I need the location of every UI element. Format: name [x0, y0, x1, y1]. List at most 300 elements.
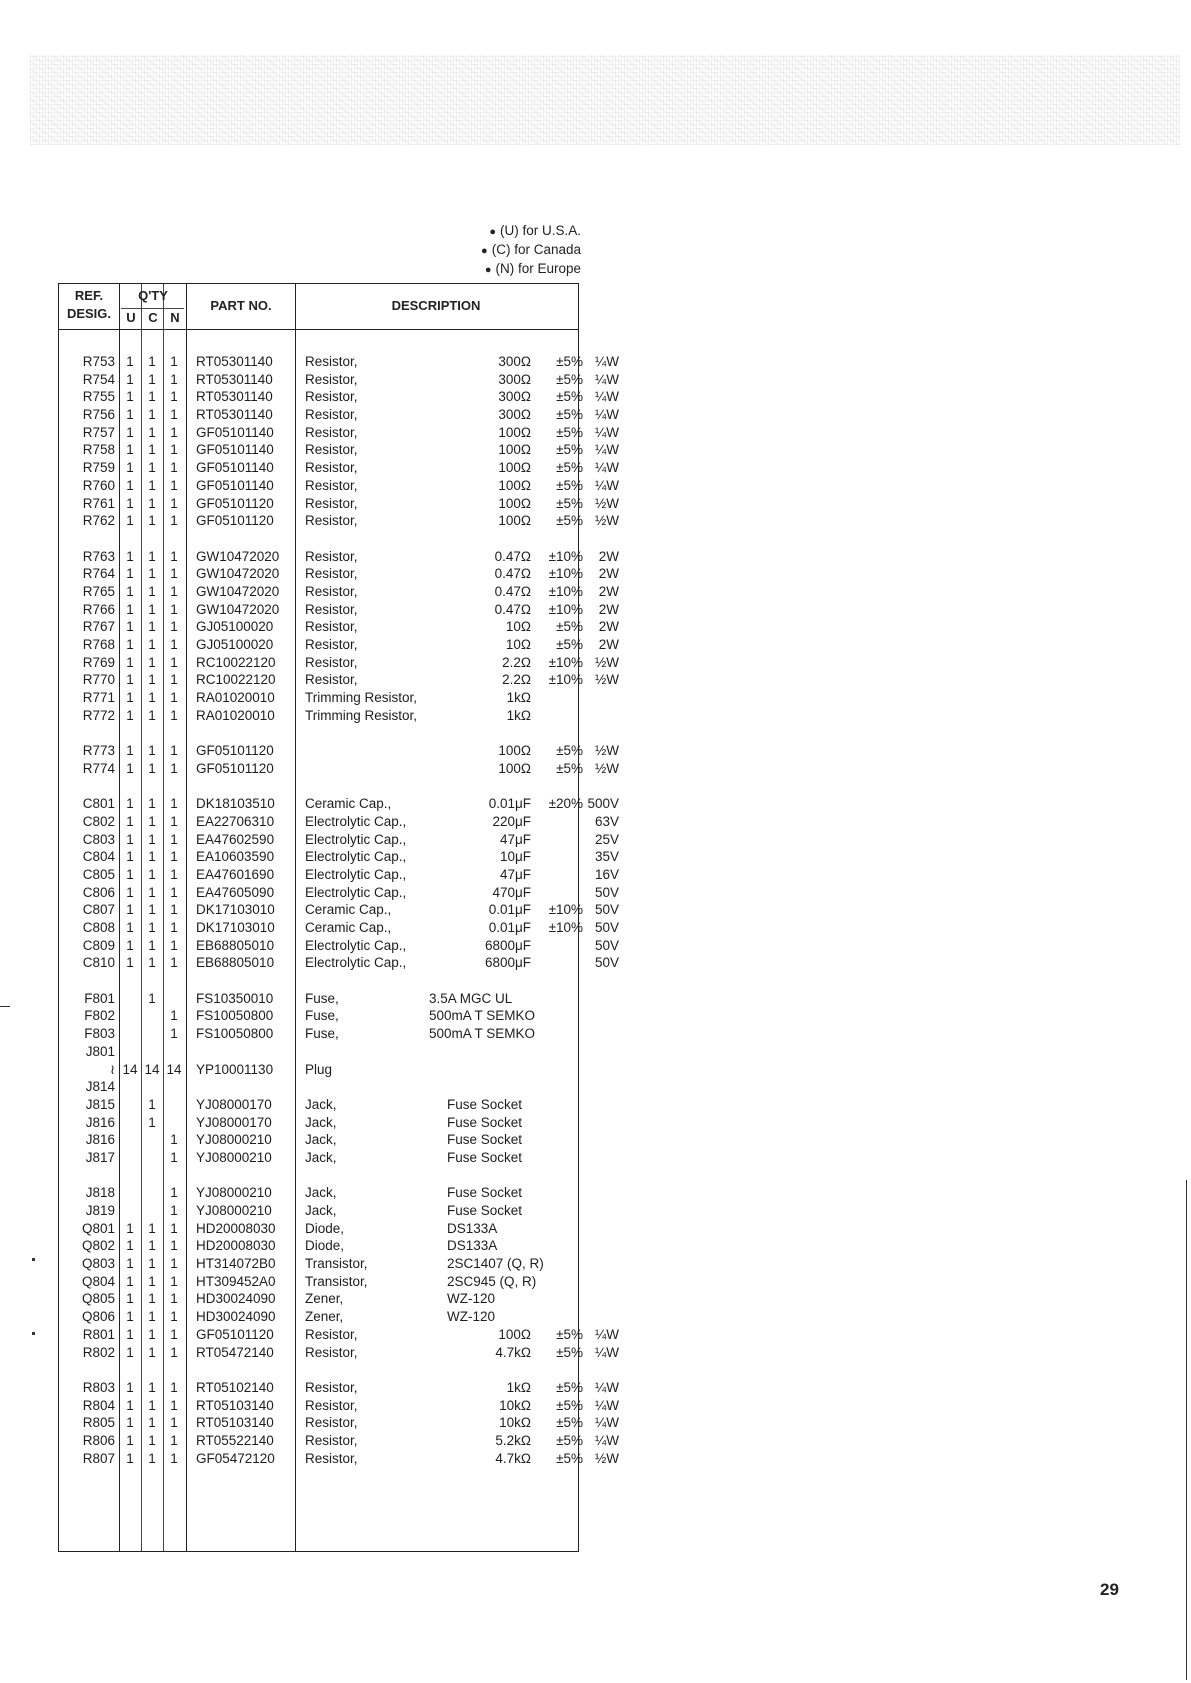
ref-designator: R805 [82, 1415, 115, 1431]
table-row [59, 1415, 619, 1433]
description-name: Electrolytic Cap., [305, 866, 407, 882]
qty-u: 1 [126, 1326, 134, 1342]
qty-c: 1 [148, 1397, 156, 1413]
description-tolerance: ±10% [548, 902, 583, 918]
qty-n: 1 [170, 566, 178, 582]
qty-c: 1 [148, 371, 156, 387]
qty-u: 1 [126, 513, 134, 529]
table-row [59, 743, 619, 761]
table-row [59, 1079, 578, 1097]
part-number: HD20008030 [196, 1220, 276, 1236]
description-value: 300Ω [498, 354, 531, 369]
part-number: EA47605090 [196, 884, 275, 900]
qty-u: 1 [126, 796, 134, 812]
qty-c: 1 [148, 583, 156, 599]
table-row [59, 1026, 578, 1044]
parts-list-table [58, 283, 619, 1552]
ref-designator: C803 [82, 831, 115, 847]
page-edge [1186, 1180, 1187, 1680]
table-row [59, 955, 619, 973]
ref-designator: R772 [82, 707, 115, 723]
description-name: Resistor, [305, 495, 358, 511]
part-number: GJ05100020 [196, 619, 274, 635]
description-value: 0.47Ω [494, 583, 531, 599]
qty-u: 1 [126, 354, 134, 369]
part-number: HD30024090 [196, 1291, 276, 1307]
table-row [59, 1291, 578, 1309]
row-spacer [59, 779, 578, 797]
description-name: Electrolytic Cap., [305, 831, 407, 847]
qty-c: 1 [148, 743, 156, 759]
description-tolerance: ±10% [548, 654, 583, 670]
qty-c: 1 [148, 990, 156, 1006]
description-rating: 35V [594, 849, 619, 865]
description-value: 6800μF [484, 955, 531, 971]
header-u: U [126, 310, 136, 325]
qty-c: 1 [148, 1096, 156, 1112]
qty-c: 1 [148, 884, 156, 900]
qty-u: 1 [126, 548, 134, 564]
ref-designator: R769 [82, 654, 115, 670]
part-number: YJ08000210 [196, 1149, 272, 1165]
qty-n: 1 [170, 1185, 178, 1201]
description-name: Transistor, [305, 1256, 368, 1272]
part-number: GW10472020 [196, 583, 280, 599]
description-value: 470μF [492, 884, 531, 900]
header-ref: REF. [74, 288, 104, 303]
ref-designator: Q806 [81, 1309, 115, 1325]
description-value: 10Ω [505, 619, 531, 635]
qty-u: 1 [126, 407, 134, 423]
qty-u: 1 [126, 743, 134, 759]
qty-u: 1 [126, 654, 134, 670]
page-number: 29 [1100, 1580, 1119, 1599]
description-name: Resistor, [305, 548, 358, 564]
header-qty: Q'TY [138, 288, 168, 303]
qty-c: 1 [148, 495, 156, 511]
table-row [59, 690, 578, 708]
part-number: DK17103010 [196, 902, 275, 918]
description-tolerance: ±5% [556, 495, 583, 511]
description-name: Jack, [305, 1149, 337, 1165]
part-number: RT05102140 [196, 1379, 274, 1395]
qty-c: 14 [144, 1061, 160, 1077]
qty-u: 1 [126, 849, 134, 865]
description-value: 0.47Ω [494, 566, 531, 582]
qty-u: 1 [126, 672, 134, 688]
part-number: EA22706310 [196, 813, 275, 829]
description-tolerance: ±10% [548, 548, 583, 564]
scan-noise-band [30, 55, 1180, 145]
ref-designator: R770 [82, 672, 115, 688]
ref-designator: F803 [84, 1026, 115, 1042]
description-rating: ½W [594, 513, 619, 529]
qty-u: 1 [126, 1256, 134, 1272]
qty-c: 1 [148, 460, 156, 476]
qty-c: 1 [148, 566, 156, 582]
legend-item-usa: ● (U) for U.S.A. [489, 223, 581, 238]
qty-u: 1 [126, 813, 134, 829]
description-note: 500mA T SEMKO [429, 1026, 536, 1042]
description-value: 300Ω [498, 389, 531, 405]
table-row [59, 583, 619, 602]
qty-n: 1 [170, 583, 178, 599]
ref-designator: ≀ [109, 1061, 115, 1077]
qty-c: 1 [148, 955, 156, 971]
description-name: Resistor, [305, 371, 358, 387]
description-tolerance: ±10% [548, 566, 583, 582]
table-row [59, 1044, 578, 1062]
table-row [59, 601, 619, 620]
table-row [59, 1203, 578, 1221]
part-number: FS10350010 [196, 990, 274, 1006]
qty-n: 1 [170, 884, 178, 900]
qty-n: 1 [170, 902, 178, 918]
ref-designator: C807 [82, 902, 115, 918]
qty-u: 1 [126, 424, 134, 440]
qty-u: 1 [126, 1273, 134, 1289]
description-tolerance: ±5% [556, 424, 583, 440]
description-rating: 2W [598, 583, 619, 599]
description-name: Resistor, [305, 637, 358, 652]
row-spacer [59, 973, 578, 991]
ref-designator: J816 [85, 1132, 115, 1148]
description-rating: 2W [598, 548, 619, 564]
description-value: 0.01μF [488, 796, 531, 812]
description-value: 100Ω [498, 1326, 531, 1342]
qty-u: 1 [126, 583, 134, 599]
ref-designator: C810 [82, 955, 115, 971]
qty-n: 1 [170, 849, 178, 865]
qty-n: 1 [170, 1273, 178, 1289]
qty-c: 1 [148, 354, 156, 369]
ref-designator: R762 [82, 513, 115, 529]
ref-designator: R764 [82, 566, 115, 582]
description-value: 47μF [499, 831, 531, 847]
table-row [59, 1115, 578, 1133]
description-tolerance: ±5% [556, 619, 583, 635]
table-row [59, 991, 578, 1009]
description-tolerance: ±5% [556, 371, 583, 387]
qty-u: 1 [126, 1220, 134, 1236]
qty-u: 1 [126, 690, 134, 706]
table-row [59, 424, 619, 443]
description-name: Zener, [305, 1309, 344, 1325]
qty-c: 1 [148, 601, 156, 617]
part-number: RT05301140 [196, 389, 273, 405]
table-row [59, 477, 619, 496]
description-name: Ceramic Cap., [305, 920, 392, 935]
part-number: RT05301140 [196, 407, 273, 423]
description-tolerance: ±5% [556, 460, 583, 476]
table-row [59, 1274, 578, 1292]
ref-designator: R806 [82, 1432, 115, 1448]
table-row [59, 1132, 578, 1150]
qty-u: 1 [126, 920, 134, 935]
qty-u: 1 [126, 1291, 134, 1307]
description-rating: ¼W [594, 389, 619, 405]
ref-designator: R804 [82, 1397, 115, 1413]
description-rating: 63V [594, 813, 619, 829]
description-tolerance: ±5% [556, 743, 583, 759]
description-name: Electrolytic Cap., [305, 813, 407, 829]
description-note: DS133A [447, 1220, 498, 1236]
part-number: HD20008030 [196, 1238, 276, 1254]
description-tolerance: ±5% [556, 760, 583, 776]
part-number: RT05522140 [196, 1432, 274, 1448]
description-note: 2SC1407 (Q, R) [447, 1256, 544, 1272]
margin-mark [32, 1332, 35, 1335]
qty-n: 1 [170, 743, 178, 759]
qty-n: 1 [170, 513, 178, 529]
description-rating: ½W [594, 743, 619, 759]
table-row [59, 813, 619, 832]
ref-designator: R754 [82, 371, 115, 387]
qty-n: 1 [170, 1132, 178, 1148]
ref-designator: Q801 [81, 1220, 115, 1236]
table-row [59, 548, 619, 567]
qty-u: 1 [126, 1344, 134, 1360]
table-row [59, 849, 619, 867]
qty-n: 1 [170, 601, 178, 617]
part-number: RC10022120 [196, 672, 276, 688]
description-name: Electrolytic Cap., [305, 884, 407, 900]
qty-u: 1 [126, 831, 134, 847]
description-name: Electrolytic Cap., [305, 955, 407, 971]
qty-c: 1 [148, 902, 156, 918]
qty-n: 1 [170, 1432, 178, 1448]
qty-n: 1 [170, 1203, 178, 1218]
qty-c: 1 [148, 1344, 156, 1360]
qty-n: 1 [170, 1397, 178, 1413]
ref-designator: C808 [82, 920, 115, 935]
description-name: Fuse, [305, 1008, 339, 1024]
description-name: Resistor, [305, 477, 358, 493]
description-name: Trimming Resistor, [305, 690, 418, 706]
description-value: 0.01μF [488, 902, 531, 918]
description-name: Resistor, [305, 583, 358, 599]
qty-u: 1 [126, 955, 134, 971]
qty-c: 1 [148, 477, 156, 493]
qty-c: 1 [148, 866, 156, 882]
qty-n: 1 [170, 866, 178, 882]
description-value: 0.47Ω [494, 548, 531, 564]
ref-designator: J818 [85, 1185, 115, 1201]
description-tolerance: ±5% [556, 1415, 583, 1431]
qty-c: 1 [148, 760, 156, 776]
ref-designator: R802 [82, 1344, 115, 1360]
header-c: C [148, 310, 158, 325]
description-name: Trimming Resistor, [305, 707, 418, 723]
part-number: RC10022120 [196, 654, 276, 670]
ref-designator: F802 [84, 1008, 115, 1024]
row-spacer [59, 1362, 578, 1380]
qty-n: 1 [170, 1450, 178, 1466]
qty-c: 1 [148, 1415, 156, 1431]
ref-designator: R757 [82, 424, 115, 440]
description-name: Jack, [305, 1096, 337, 1112]
qty-u: 1 [126, 495, 134, 511]
legend-item-canada: ● (C) for Canada [481, 242, 581, 257]
ref-designator: R767 [82, 619, 115, 635]
description-name: Transistor, [305, 1273, 368, 1289]
qty-c: 1 [148, 654, 156, 670]
table-row [59, 1062, 578, 1080]
ref-designator: R755 [82, 389, 115, 405]
description-name: Resistor, [305, 442, 358, 458]
description-tolerance: ±5% [556, 1344, 583, 1360]
description-value: 100Ω [498, 460, 531, 476]
part-number: YJ08000210 [196, 1132, 272, 1148]
qty-u: 1 [126, 442, 134, 458]
description-note: 500mA T SEMKO [429, 1008, 536, 1024]
row-spacer [59, 725, 578, 743]
table-row [59, 1450, 619, 1469]
header-desig: DESIG. [66, 306, 112, 321]
qty-u: 1 [126, 1238, 134, 1254]
description-name: Resistor, [305, 1415, 358, 1431]
part-number: DK18103510 [196, 796, 275, 812]
qty-u: 1 [126, 937, 134, 953]
header-n: N [170, 310, 180, 325]
ref-designator: R761 [82, 495, 115, 511]
description-name: Resistor, [305, 424, 358, 440]
description-rating: ¼W [594, 371, 619, 387]
qty-u: 1 [126, 1450, 134, 1466]
description-name: Resistor, [305, 1432, 358, 1448]
description-name: Resistor, [305, 654, 358, 670]
description-value: 220μF [492, 813, 531, 829]
qty-c: 1 [148, 1379, 156, 1395]
part-number: RT05472140 [196, 1344, 274, 1360]
table-row [59, 1344, 619, 1363]
description-tolerance: ±5% [556, 513, 583, 529]
description-tolerance: ±5% [556, 637, 583, 652]
description-value: 100Ω [498, 424, 531, 440]
ref-designator: R758 [82, 442, 115, 458]
description-value: 100Ω [498, 513, 531, 529]
qty-n: 1 [170, 796, 178, 812]
qty-n: 1 [170, 354, 178, 369]
part-number: GJ05100020 [196, 637, 274, 652]
part-number: EB68805010 [196, 937, 275, 953]
qty-n: 1 [170, 637, 178, 652]
table-row [59, 1432, 619, 1451]
description-value: 5.2kΩ [495, 1432, 531, 1448]
qty-u: 1 [126, 601, 134, 617]
part-number: GF05101140 [196, 477, 274, 493]
qty-c: 1 [148, 849, 156, 865]
margin-mark [32, 1258, 35, 1261]
part-number: EB68805010 [196, 955, 275, 971]
qty-c: 1 [148, 1114, 156, 1130]
row-spacer [59, 1168, 578, 1186]
description-value: 2.2Ω [502, 672, 531, 688]
qty-u: 1 [126, 1432, 134, 1448]
qty-n: 1 [170, 955, 178, 971]
table-row [59, 1397, 619, 1416]
ref-designator: C802 [82, 813, 115, 829]
description-name: Resistor, [305, 619, 358, 635]
part-number: GF05101120 [196, 760, 274, 776]
qty-n: 1 [170, 1309, 178, 1325]
description-name: Resistor, [305, 601, 358, 617]
qty-n: 1 [170, 495, 178, 511]
table-row [59, 884, 619, 903]
qty-c: 1 [148, 1238, 156, 1254]
description-name: Ceramic Cap., [305, 796, 392, 812]
table-row [59, 1097, 578, 1115]
description-rating: ¼W [594, 1415, 619, 1431]
description-rating: 50V [594, 902, 619, 918]
description-rating: ½W [594, 760, 619, 776]
description-rating: ¼W [594, 1344, 619, 1360]
table-row [59, 760, 619, 779]
header-part-no: PART NO. [210, 298, 272, 313]
description-value: 100Ω [498, 743, 531, 759]
part-number: GF05101140 [196, 442, 274, 458]
part-number: HT314072B0 [196, 1256, 276, 1272]
description-value: 100Ω [498, 495, 531, 511]
description-tolerance: ±5% [556, 477, 583, 493]
description-note: Fuse Socket [447, 1096, 523, 1112]
description-value: 1kΩ [506, 690, 531, 706]
description-value: 10μF [499, 849, 531, 865]
qty-n: 1 [170, 760, 178, 776]
qty-c: 1 [148, 920, 156, 935]
description-note: WZ-120 [447, 1291, 496, 1307]
part-number: GW10472020 [196, 566, 280, 582]
table-row [59, 1238, 578, 1256]
qty-u: 1 [126, 371, 134, 387]
description-name: Resistor, [305, 389, 358, 405]
ref-designator: J815 [85, 1096, 115, 1112]
qty-u: 1 [126, 460, 134, 476]
qty-n: 1 [170, 831, 178, 847]
description-note: Fuse Socket [447, 1114, 523, 1130]
part-number: GF05472120 [196, 1450, 275, 1466]
ref-designator: C801 [82, 796, 115, 812]
qty-n: 1 [170, 1326, 178, 1342]
description-rating: 2W [598, 637, 619, 652]
description-name: Jack, [305, 1203, 337, 1218]
part-number: GF05101140 [196, 460, 274, 476]
table-row [59, 1185, 578, 1203]
description-tolerance: ±5% [556, 1326, 583, 1342]
table-row [59, 1379, 619, 1398]
description-tolerance: ±5% [556, 1432, 583, 1448]
qty-n: 1 [170, 548, 178, 564]
description-name: Resistor, [305, 1379, 358, 1395]
description-rating: ¼W [594, 354, 619, 369]
qty-c: 1 [148, 442, 156, 458]
qty-c: 1 [148, 1291, 156, 1307]
ref-designator: J801 [85, 1043, 115, 1059]
qty-n: 1 [170, 1344, 178, 1360]
part-number: FS10050800 [196, 1026, 274, 1042]
description-tolerance: ±10% [548, 601, 583, 617]
description-value: 100Ω [498, 477, 531, 493]
qty-n: 1 [170, 619, 178, 635]
qty-u: 1 [126, 902, 134, 918]
qty-c: 1 [148, 389, 156, 405]
ref-designator: R771 [82, 690, 115, 706]
ref-designator: C804 [82, 849, 115, 865]
ref-designator: R768 [82, 637, 115, 652]
description-value: 0.01μF [488, 920, 531, 935]
part-number: EA47602590 [196, 831, 275, 847]
description-value: 1kΩ [506, 707, 531, 723]
